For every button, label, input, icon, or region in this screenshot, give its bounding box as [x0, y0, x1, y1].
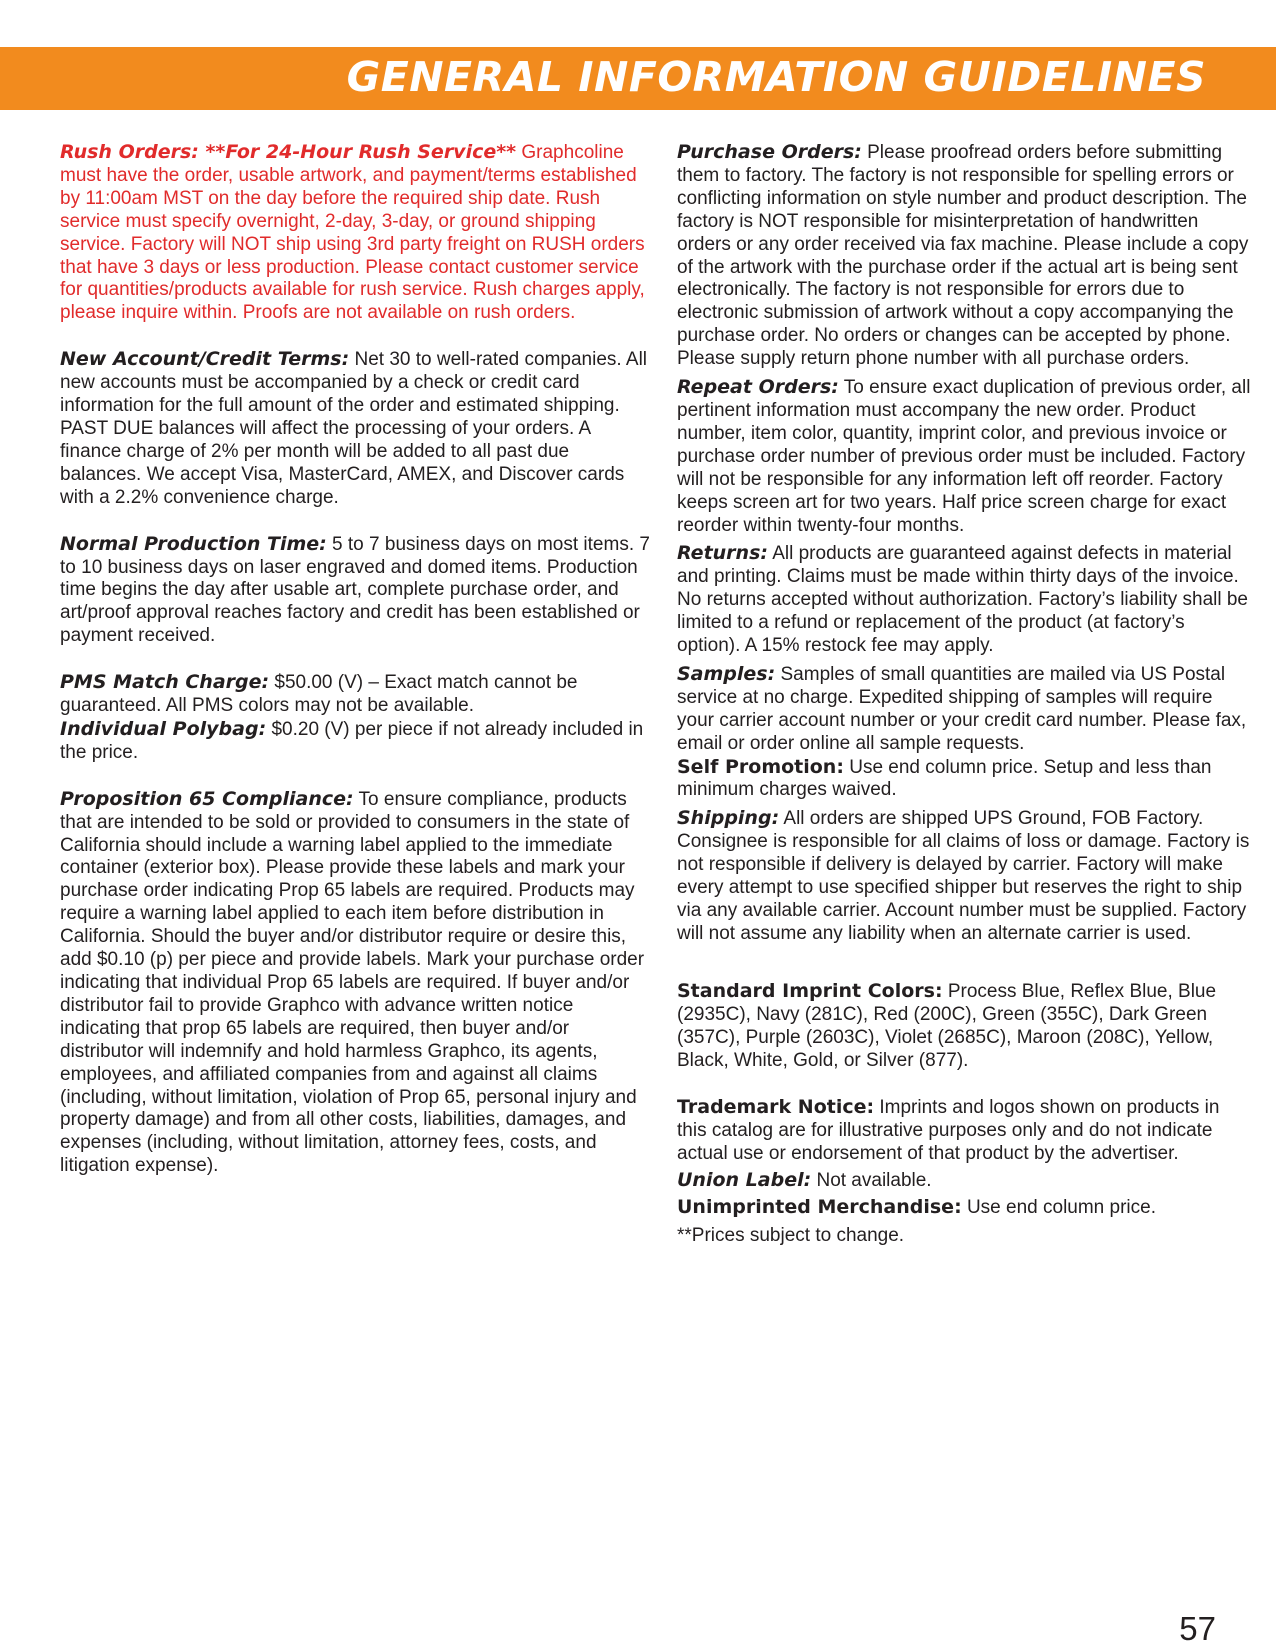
production-time-label: Normal Production Time: [60, 532, 327, 555]
shipping-paragraph [677, 807, 1253, 945]
shipping-label: Shipping: [677, 807, 780, 830]
polybag-text: $0.20 (V) per piece if not already included in the price. [60, 718, 644, 763]
unimprinted-text: Use end column price. [961, 1197, 1156, 1219]
prop65-text: To ensure compliance, products that are intended to be sold or provided to consumers in the state of California should include a warning label applied to the immediate container (exterior box). Please provide these labels and mark your purchase order indicating Prop 65 labels are required. Products may require a warning label applied to each item before distribution in California. Should the buyer and/or distributor require or desire this, add $0.10 (p) per piece and provide labels. Mark your purchase order indicating that individual Prop 65 labels are required. If buyer and/or distributor fail to provide Graphco with advance written notice indicating that prop 65 labels are required, then buyer and/or distributor will indemnify and hold harmless Graphco, its agents, employees, and affiliated companies from and against all claims (including, without limitation, violation of Prop 65, personal injury and property damage) and from all other costs, liabilities, damages, and expenses (including, without limitation, attorney fees, costs, and litigation expense). [60, 788, 645, 1177]
shipping-text: All orders are shipped UPS Ground, FOB Factory. Consignee is responsible for all claims of loss or damage. Factory is not responsible if delivery is delayed by carrier. Factory will make every attempt to use specified shipper but reserves the right to ship via any available carrier. Account number must be supplied. Factory will not assume any liability when an alternate carrier is used. [677, 808, 1250, 944]
prop65-label: Proposition 65 Compliance: [60, 787, 354, 810]
page-title: GENERAL INFORMATION GUIDELINES [346, 53, 1206, 101]
self-promotion-label: Self Promotion: [677, 755, 844, 778]
pms-charge-paragraph [60, 671, 650, 718]
polybag-paragraph [60, 718, 650, 765]
rush-orders-text: Graphcoline must have the order, usable artwork, and payment/terms established by 11:00am MST on the day before the required ship date. Rush service must specify overnight, 2-day, 3-day, or ground shipping service. Factory will NOT ship using 3rd party freight on RUSH orders that have 3 days or less production. Please contact customer service for quantities/products available for rush service. Rush charges apply, please inquire within. Proofs are not available on rush orders. [60, 142, 645, 324]
repeat-orders-label: Repeat Orders: [677, 376, 839, 399]
returns-label: Returns: [677, 542, 768, 565]
rush-orders-paragraph [60, 141, 650, 325]
purchase-orders-label: Purchase Orders: [677, 141, 862, 163]
self-promotion-text: Use end column price. Setup and less than minimum charges waived. [677, 756, 1212, 801]
production-time-paragraph [60, 533, 650, 649]
samples-label: Samples: [677, 662, 776, 685]
credit-terms-paragraph [60, 348, 650, 509]
returns-paragraph [677, 542, 1253, 658]
pms-charge-label: PMS Match Charge: [60, 671, 270, 694]
production-time-text: 5 to 7 business days on most items. 7 to 10 business days on laser engraved and domed items. Production time begins the day after usable art, complete purchase order, and art/proof approval reaches factory and credit has been established or payment received. [60, 533, 650, 647]
page-number: 57 [1179, 1610, 1216, 1647]
unimprinted-label: Unimprinted Merchandise: [677, 1196, 962, 1219]
header-banner [0, 47, 1276, 110]
self-promotion-paragraph [677, 756, 1253, 803]
returns-text: All products are guaranteed against defects in material and printing. Claims must be made within thirty days of the invoice. No returns accepted without authorization. Factory’s liability shall be limited to a refund or replacement of the product (at factory’s option). A 15% restock fee may apply. [677, 543, 1248, 657]
right-column [677, 141, 1253, 1248]
repeat-orders-text: To ensure exact duplication of previous order, all pertinent information must accompany the new order. Product number, item color, quantity, imprint color, and previous invoice or purchase order number of previous order must be included. Factory will not be responsible for any information left off reorder. Factory keeps screen art for two years. Half price screen charge for exact reorder within twenty-four months. [677, 377, 1251, 536]
imprint-colors-label: Standard Imprint Colors: [677, 979, 943, 1002]
purchase-orders-text: Please proofread orders before submitting them to factory. The factory is not responsible for spelling errors or conflicting information on style number and product description. The factory is NOT responsible for misinterpretation of handwritten orders or any order received via fax machine. Please include a copy of the artwork with the purchase order if the actual art is being sent electronically. The factory is not responsible for errors due to electronic submission of artwork without a copy accompanying the purchase order. No orders or changes can be accepted by phone. Please supply return phone number with all purchase orders. [677, 142, 1249, 370]
trademark-text: Imprints and logos shown on products in this catalog are for illustrative purposes only and do not indicate actual use or endorsement of that product by the advertiser. [677, 1097, 1220, 1165]
credit-terms-label: New Account/Credit Terms: [60, 348, 350, 371]
prop65-paragraph [60, 788, 650, 1178]
credit-terms-text: Net 30 to well-rated companies. All new accounts must be accompanied by a check or credit card information for the full amount of the order and estimated shipping. PAST DUE balances will affect the processing of your orders. A finance charge of 2% per month will be added to all past due balances. We accept Visa, MasterCard, AMEX, and Discover cards with a 2.2% convenience charge. [60, 349, 648, 508]
repeat-orders-paragraph [677, 376, 1253, 537]
left-column [60, 141, 650, 1178]
union-label-text: Not available. [811, 1170, 932, 1192]
purchase-orders-paragraph [677, 141, 1253, 371]
samples-paragraph [677, 663, 1253, 756]
prices-note: **Prices subject to change. [677, 1224, 905, 1246]
union-label-paragraph [677, 1169, 1253, 1193]
imprint-colors-paragraph [677, 980, 1253, 1073]
union-label-label: Union Label: [677, 1169, 812, 1192]
unimprinted-paragraph [677, 1196, 1253, 1220]
imprint-colors-text: Process Blue, Reflex Blue, Blue (2935C), Navy (281C), Red (200C), Green (355C), Dark Green (357C), Purple (2603C), Violet (2685C), Maroon (208C), Yellow, Black, White, Gold, or Silver (877). [677, 980, 1217, 1071]
rush-orders-label: Rush Orders: **For 24-Hour Rush Service** [60, 141, 517, 163]
polybag-label: Individual Polybag: [60, 717, 267, 740]
trademark-label: Trademark Notice: [677, 1096, 875, 1119]
pms-charge-text: $50.00 (V) – Exact match cannot be guaranteed. All PMS colors may not be available. [60, 672, 578, 717]
trademark-paragraph [677, 1096, 1253, 1166]
samples-text: Samples of small quantities are mailed via US Postal service at no charge. Expedited shipping of samples will require your carrier account number or your credit card number. Please fax, email or order online all sample requests. [677, 663, 1247, 754]
